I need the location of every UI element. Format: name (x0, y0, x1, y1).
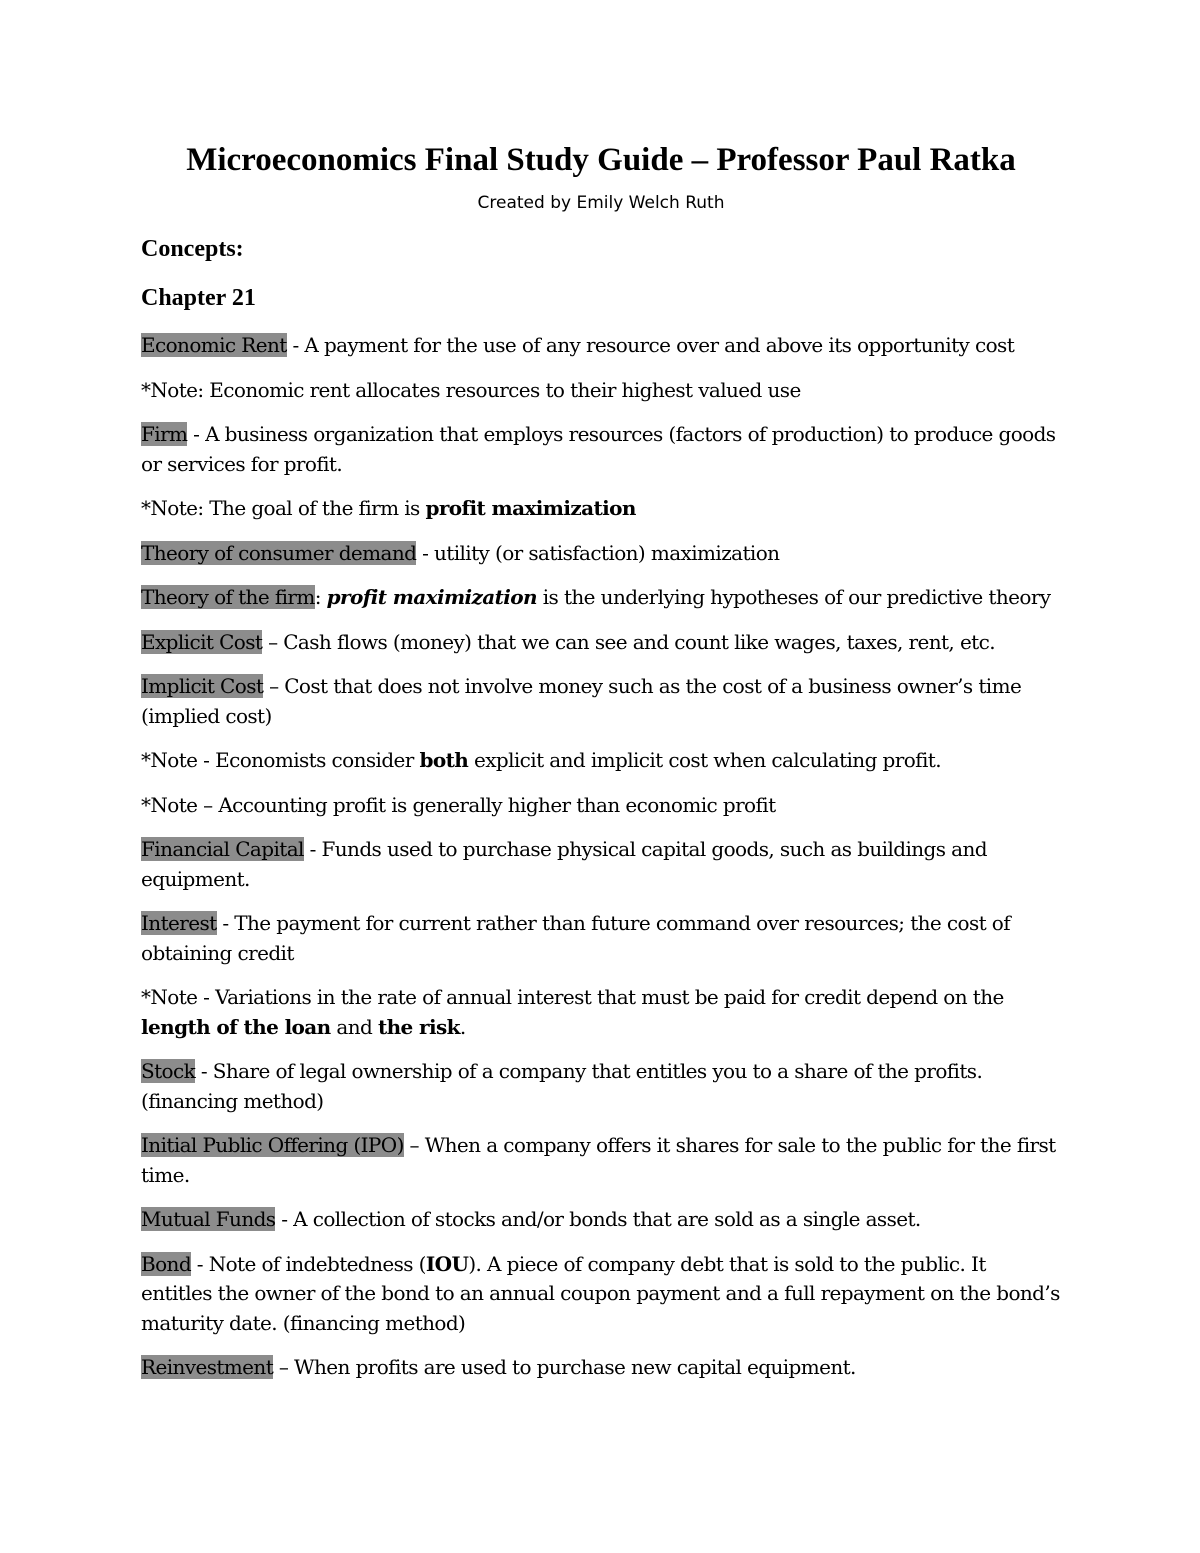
definition-text: - Share of legal ownership of a company that entitles you to a share of the profits. (financing method) (141, 1059, 983, 1113)
definition-bond (141, 1250, 1061, 1339)
definition-explicit-cost (141, 628, 1061, 658)
definition-text: ). A piece of company debt that is sold to the public. It entitles the owner of the bond to an annual coupon payment and a full repayment on the bond’s maturity date. (financing method) (141, 1251, 1060, 1335)
definition-economic-rent (141, 331, 1061, 361)
note-bold-text: both (419, 748, 469, 772)
note-bold-text: the risk (377, 1014, 460, 1039)
definition-theory-of-firm (141, 583, 1061, 613)
note-bold-text: profit maximization (425, 496, 636, 520)
definition-text: – When profits are used to purchase new capital equipment. (273, 1355, 856, 1379)
note-text: *Note: Economic rent allocates resources to their highest valued use (141, 377, 801, 402)
definition-text: - Funds used to purchase physical capital goods, such as buildings and equipment. (141, 837, 987, 891)
term-highlight: Implicit Cost (141, 674, 264, 698)
term-highlight: Reinvestment (141, 1355, 274, 1379)
term-highlight: Financial Capital (141, 837, 304, 861)
note-text: *Note - Economists consider (141, 748, 420, 772)
definition-text: - A business organization that employs resources (factors of production) to produce goods or services for profit. (141, 422, 1056, 476)
definition-reinvestment (141, 1353, 1061, 1383)
definition-firm (141, 420, 1061, 479)
definition-text: - utility (or satisfaction) maximization (416, 540, 780, 565)
definition-text: - The payment for current rather than future command over resources; the cost of obtaining credit (141, 911, 1011, 965)
definition-text: – When a company offers it shares for sale to the public for the first time. (141, 1133, 1056, 1187)
definition-text: – Cash flows (money) that we can see and count like wages, taxes, rent, etc. (262, 629, 995, 654)
note-text: *Note – Accounting profit is generally higher than economic profit (141, 792, 776, 817)
note-accounting-profit (141, 791, 1061, 821)
term-highlight: Explicit Cost (141, 629, 263, 654)
note-bold-text: length of the loan (141, 1014, 331, 1039)
note-goal-of-firm (141, 494, 1061, 524)
note-text: and (330, 1014, 378, 1039)
note-economic-rent (141, 376, 1061, 406)
definition-text: - Note of indebtedness ( (191, 1251, 426, 1276)
definition-interest (141, 909, 1061, 968)
definition-implicit-cost (141, 672, 1061, 731)
term-highlight: Interest (141, 911, 217, 935)
separator-text: : (314, 585, 327, 609)
note-text: . (459, 1014, 466, 1039)
definition-text: - A payment for the use of any resource over and above its opportunity cost (286, 333, 1015, 357)
note-text: explicit and implicit cost when calculating profit. (468, 748, 941, 772)
note-interest-variations (141, 983, 1061, 1042)
chapter-heading: Chapter 21 (141, 285, 256, 311)
section-heading-concepts: Concepts: (141, 236, 244, 262)
term-highlight: Economic Rent (141, 333, 287, 357)
definition-text: is the underlying hypotheses of our predictive theory (536, 585, 1051, 609)
term-highlight: Stock (141, 1059, 196, 1083)
definition-theory-consumer-demand (141, 539, 1061, 569)
term-highlight: Theory of consumer demand (141, 540, 417, 565)
term-highlight: Mutual Funds (141, 1207, 276, 1231)
term-highlight: Theory of the firm (141, 585, 315, 609)
definition-mutual-funds (141, 1205, 1061, 1235)
definition-ipo (141, 1131, 1061, 1190)
definition-stock (141, 1057, 1061, 1116)
bold-italic-text: profit maximization (326, 585, 537, 609)
definition-financial-capital (141, 835, 1061, 894)
note-text: *Note: The goal of the firm is (141, 496, 426, 520)
document-subtitle: Created by Emily Welch Ruth (477, 193, 725, 213)
bold-text: IOU (425, 1251, 469, 1276)
term-highlight: Bond (141, 1251, 192, 1276)
note-economists-consider (141, 746, 1061, 776)
definition-text: – Cost that does not involve money such as the cost of a business owner’s time (implied cost) (141, 674, 1022, 728)
document-title: Microeconomics Final Study Guide – Professor Paul Ratka (186, 142, 1016, 178)
document-page (141, 140, 1061, 1398)
note-text: *Note - Variations in the rate of annual interest that must be paid for credit depend on the (141, 985, 1004, 1009)
term-highlight: Firm (141, 422, 188, 446)
term-highlight: Initial Public Offering (IPO) (141, 1133, 404, 1157)
definition-text: - A collection of stocks and/or bonds that are sold as a single asset. (275, 1207, 921, 1231)
